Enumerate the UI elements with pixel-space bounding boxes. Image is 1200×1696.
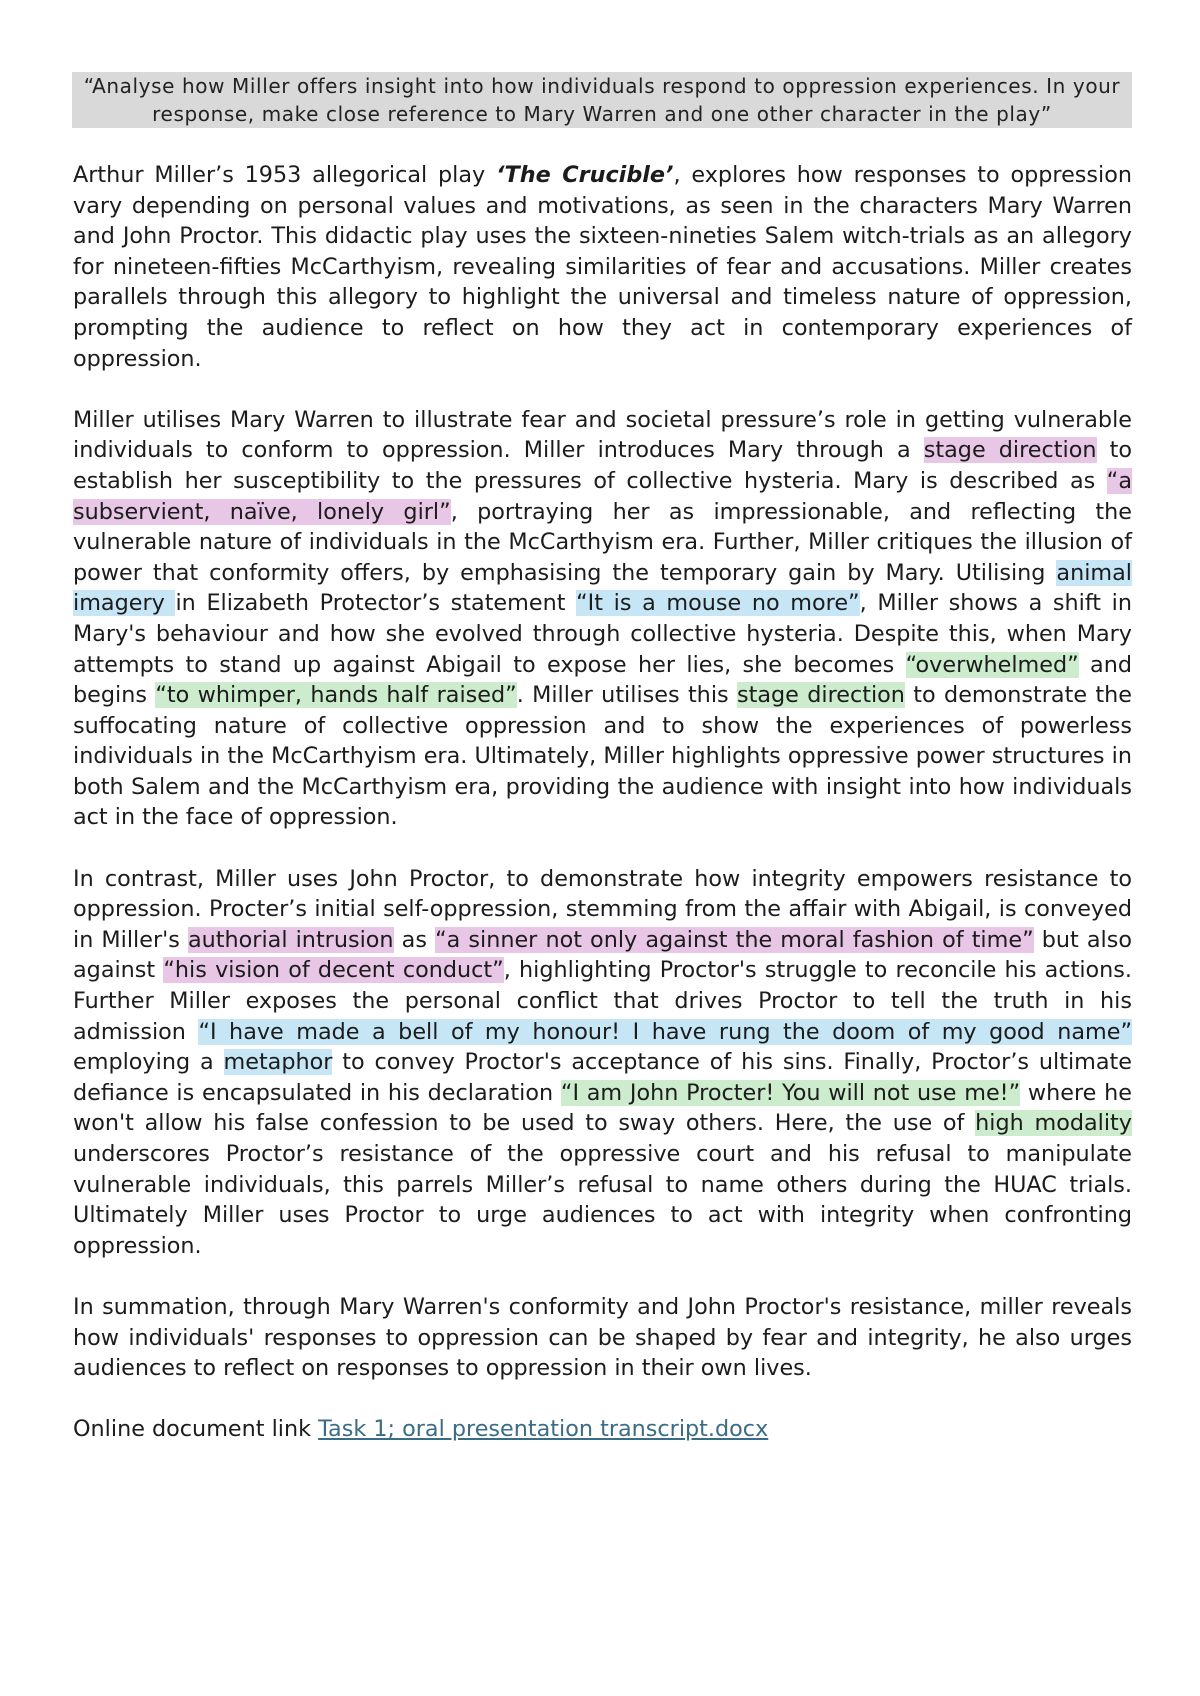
highlight-green: “overwhelmed” — [905, 651, 1079, 678]
text-run: where he won't allow his false confession to be used to sway others. Here, the use of — [73, 1079, 1132, 1137]
paragraph-introduction — [73, 160, 1132, 374]
highlight-pink: stage direction — [923, 437, 1097, 464]
play-title: ‘The Crucible’ — [496, 162, 674, 188]
highlight-pink: “his vision of decent conduct” — [163, 957, 504, 984]
highlight-blue: metaphor — [223, 1049, 333, 1076]
text-run: underscores Proctor’s resistance of the oppressive court and his refusal to manipulate vulnerable individuals, this parrels Miller’s refusal to name others during the HUAC trials. Ultimately Miller uses Proctor to urge audiences to act with integrity when confronting oppression. — [73, 1141, 1132, 1259]
text-run: , Miller shows a shift in Mary's behaviour and how she evolved through collective hysteria. Despite this, when Mary attempts to stand up against Abigail to expose her lies, she becomes — [73, 590, 1132, 678]
highlight-blue: animal imagery — [73, 559, 1132, 617]
text-run: , highlighting Proctor's struggle to reconcile his actions. Further Miller exposes the personal conflict that drives Proctor to tell the truth in his admission — [73, 957, 1132, 1045]
link-label: Online document link — [73, 1416, 319, 1443]
text-run: , portraying her as impressionable, and reflecting the vulnerable nature of individuals in the McCarthyism era. Further, Miller critiques the illusion of power that conformity offers, by emphasising the temporary gain by Mary. Utilising — [73, 498, 1132, 586]
highlight-pink: “a subservient, naïve, lonely girl” — [73, 467, 1132, 525]
highlight-blue: “I have made a bell of my honour! I have rung the doom of my good name” — [198, 1018, 1132, 1045]
text-run: but also against — [73, 926, 1132, 984]
paragraph-john-proctor — [73, 864, 1132, 1262]
text-run: to establish her susceptibility to the pressures of collective hysteria. Mary is described as — [73, 437, 1132, 494]
text-run: Miller utilises Mary Warren to illustrate fear and societal pressure’s role in getting vulnerable individuals to conform to oppression. Miller introduces Mary through a — [73, 406, 1132, 464]
text-run: and begins — [73, 651, 1132, 709]
paragraph-mary-warren — [73, 405, 1132, 833]
document-link-line — [73, 1414, 1132, 1445]
text-run: Arthur Miller’s 1953 allegorical play — [73, 162, 497, 188]
highlight-pink: “a sinner not only against the moral fashion of time” — [435, 926, 1034, 953]
text-run: to convey Proctor's acceptance of his sins. Finally, Proctor’s ultimate defiance is encapsulated in his declaration — [73, 1049, 1132, 1106]
text-run: as — [393, 926, 436, 953]
essay-body — [73, 160, 1132, 1476]
text-run: In contrast, Miller uses John Proctor, to demonstrate how integrity empowers resistance to oppression. Procter’s initial self-oppression, stemming from the affair with Abigail, is conveyed in Miller's — [73, 865, 1132, 953]
highlight-pink: authorial intrusion — [187, 926, 394, 953]
text-run: to demonstrate the suffocating nature of collective oppression and to show the experiences of powerless individuals in the McCarthyism era. Ultimately, Miller highlights oppressive power structures in both Salem and the McCarthyism era, providing the audience with insight into how individuals act in the face of oppression. — [73, 682, 1132, 831]
essay-prompt: “Analyse how Miller offers insight into how individuals respond to oppression experiences. In your response, make close reference to Mary Warren and one other character in the play” — [72, 72, 1132, 128]
paragraph-conclusion: In summation, through Mary Warren's conformity and John Proctor's resistance, miller reveals how individuals' responses to oppression can be shaped by fear and integrity, he also urges audiences to reflect on responses to oppression in their own lives. — [73, 1293, 1132, 1382]
text-run: , explores how responses to oppression vary depending on personal values and motivations, as seen in the characters Mary Warren and John Proctor. This didactic play uses the sixteen-nineties Salem witch-trials as an allegory for nineteen-fifties McCarthyism, revealing similarities of fear and accusations. Miller creates parallels through this allegory to highlight the universal and timeless nature of oppression, prompting the audience to reflect on how they act in contemporary experiences of oppression. — [73, 162, 1133, 372]
document-link[interactable]: Task 1; oral presentation transcript.docx — [318, 1416, 769, 1443]
highlight-blue: “It is a mouse no more” — [576, 590, 860, 617]
text-run: in Elizabeth Protector’s statement — [175, 590, 577, 617]
highlight-green: stage direction — [736, 682, 905, 709]
highlight-green: “to whimper, hands half raised” — [155, 682, 517, 709]
text-run: employing a — [73, 1049, 224, 1076]
highlight-green: “I am John Procter! You will not use me!” — [560, 1079, 1021, 1106]
text-run: . Miller utilises this — [516, 682, 737, 709]
highlight-green: high modality — [975, 1110, 1132, 1137]
